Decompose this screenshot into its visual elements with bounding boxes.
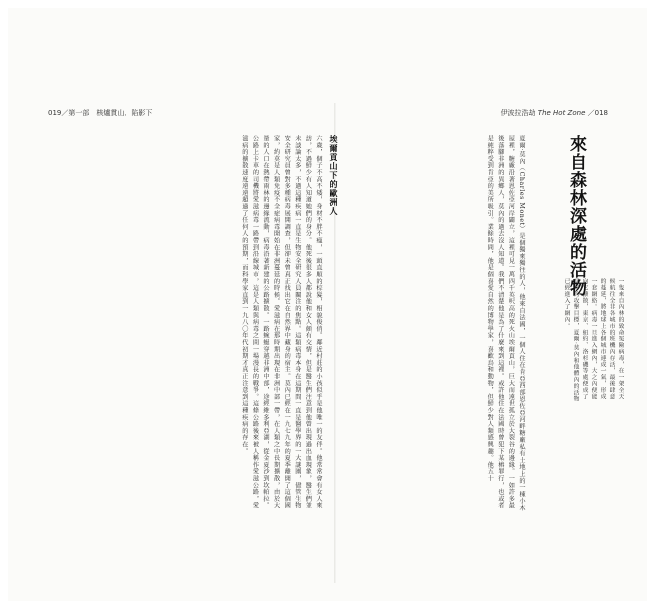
running-head-book-title: 伊波拉浩劫: [500, 109, 536, 117]
section-heading: 埃爾貢山下的歐洲人: [329, 135, 338, 216]
running-head-english-title: The Hot Zone: [537, 109, 586, 117]
running-head-left: [48, 108, 152, 118]
chapter-intro: 一隻來自內林的致命冤險病毒，在一架全天候航往全非各城市的班機內存活，最後肆意的蔓延，將地球上各個城市連成一氣，形成一套網絡。病毒一旦進入網內，大之內便能向它擴散，東京、紐約、洛杉磯等處便成了病毒的攻擊目標，夏爾·莫內和他體內的活物已經進入了網內。: [563, 278, 623, 403]
book-spread: [8, 8, 647, 601]
chapter-title: 來自森林深處的活物: [566, 135, 586, 297]
running-head-page-number: ／018: [587, 109, 608, 117]
running-head-left-text: 019／第一部 核爐貫山．陷影下: [48, 109, 153, 117]
left-page-body: 六歲，個子不高不矮，身材不胖不瘦，一頭直順的棕髮，相貌俊俏。鄰近村莊的小孩似乎是他唯一的友伴。他常常會有女人來訪，不過鮮少有人知道她們的身分。他死後很多人都說他和女人頗有交情，但是醫生們注意到他曾出現過出血現象，醫生們並未談論太多，不過這種疾病一直是生物安全研究人員關注的焦點。這類病毒本身在這期間一直是醫學界的一大謎團，儘管生物安全研究員曾對多種病毒展開調查，但卻未曾真正找出它在自然界中藏身的宿主。莫內已經在一九七九年的夏季離開了這個國家，約莫是人類免疫不全症病毒開始在非洲蔓延的時候。愛滋病在那時期出現在非洲中部一帶，在人類之中長期擴散，由於大量的人口在熱帶雨林的邊緣流動，病毒沿著新建的公路擴散。一路蜿蜒穿越非洲中部，途經維多利亞湖，從金夏沙到坎帕拉。公路上卡車的司機將愛滋病毒一路帶到沿線城市，這是人類與病毒之間一場漫長的戰爭。這條公路後來被人稱作愛滋公路，愛滋病的擴散速度遠遠超過了任何人的預期，而科學家直到一九八〇年代初期才真正注意到這種疾病的存在。: [240, 135, 322, 509]
right-page-body: 夏爾·莫內（Charles Monet）是個獨來獨往的人，他來自法國，一個人住在肯亞西部恩佐亞河畔糖廠私有土地上的一棟小木屋裡，糖廠沿著恩佐亞河岸闢立，這裡可見一萬四千英呎高的死火山埃爾貢山，巨大而遠世孤立於大裂谷的邊緣。一如許多最後落腳非洲的異鄉人，莫內的過去沒人知道。我們不清楚他是為了什麼來到這裡。或許他住在法國時曾犯下某樁罪行，也或者是純粹受到肯亞的美所吸引。業餘時間，他是個喜愛自然的博物學家，喜歡鳥和動物，但鮮少對人類感興趣。他五十: [486, 135, 525, 512]
running-head-right: [501, 108, 608, 118]
